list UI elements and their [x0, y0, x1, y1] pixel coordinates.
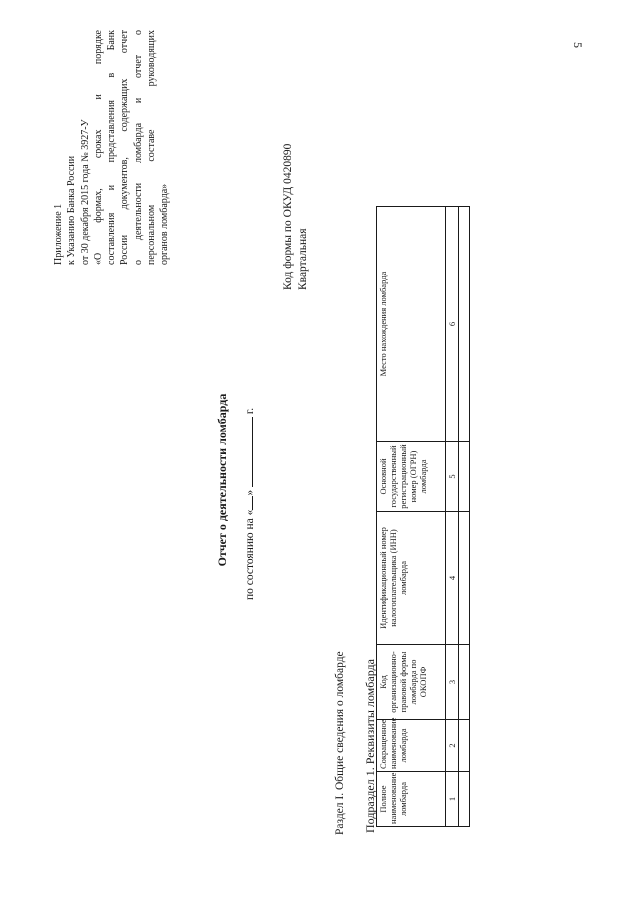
- column-header: Сокращенное наименование ломбарда: [377, 720, 446, 772]
- column-header: Код организационно-правовой формы ломбарда по ОКОПФ: [377, 645, 446, 720]
- table-cell: [459, 645, 470, 720]
- column-header: Место нахождения ломбарда: [377, 207, 446, 442]
- column-header: Основной государственный регистрационный номер (ОГРН) ломбарда: [377, 442, 446, 512]
- appendix-reference: [52, 30, 172, 265]
- appendix-line: органов ломбарда»: [159, 183, 171, 265]
- table-number-row: [446, 207, 459, 827]
- table-cell: [459, 772, 470, 827]
- appendix-line: составления и представления в Банк: [106, 30, 118, 265]
- table-row: [459, 207, 470, 827]
- appendix-line: к Указанию Банка России: [66, 155, 78, 265]
- column-header: Идентификационный номер налогоплательщика (ИНН) ломбарда: [377, 512, 446, 645]
- table-header-row: [377, 207, 446, 827]
- date-mid: »: [244, 489, 256, 496]
- table-cell: [459, 442, 470, 512]
- form-code-block: [281, 30, 311, 290]
- month-year-blank: [252, 417, 253, 487]
- date-prefix: по состоянию на «: [244, 509, 256, 600]
- report-date-line: [244, 408, 256, 600]
- section-title: Раздел I. Общие сведения о ломбарде: [334, 651, 346, 835]
- column-number: 1: [446, 772, 459, 827]
- appendix-line: «О формах, сроках и порядке: [92, 30, 104, 265]
- appendix-line: персональном составе руководящих: [146, 30, 158, 265]
- appendix-line: России документов, содержащих отчет: [119, 30, 131, 265]
- table-cell: [459, 512, 470, 645]
- subsection-title: Подраздел 1. Реквизиты ломбарда: [363, 659, 377, 833]
- table-cell: [459, 207, 470, 442]
- day-blank: [252, 496, 253, 510]
- column-number: 2: [446, 720, 459, 772]
- periodicity: Квартальная: [297, 228, 309, 290]
- column-number: 4: [446, 512, 459, 645]
- page-number: 5: [571, 42, 585, 48]
- appendix-line: Приложение 1: [53, 203, 64, 265]
- column-header: Полное наименование ломбарда: [377, 772, 446, 827]
- table-cell: [459, 720, 470, 772]
- column-number: 3: [446, 645, 459, 720]
- appendix-line: о деятельности ломбарда и отчет о: [132, 30, 144, 265]
- okud-code: Код формы по ОКУД 0420890: [282, 143, 294, 290]
- date-suffix: г.: [244, 407, 256, 415]
- appendix-line: от 30 декабря 2015 года № 3927-У: [79, 119, 91, 265]
- requisites-table: [376, 206, 470, 827]
- column-number: 5: [446, 442, 459, 512]
- report-title: Отчет о деятельности ломбарда: [215, 393, 229, 567]
- column-number: 6: [446, 207, 459, 442]
